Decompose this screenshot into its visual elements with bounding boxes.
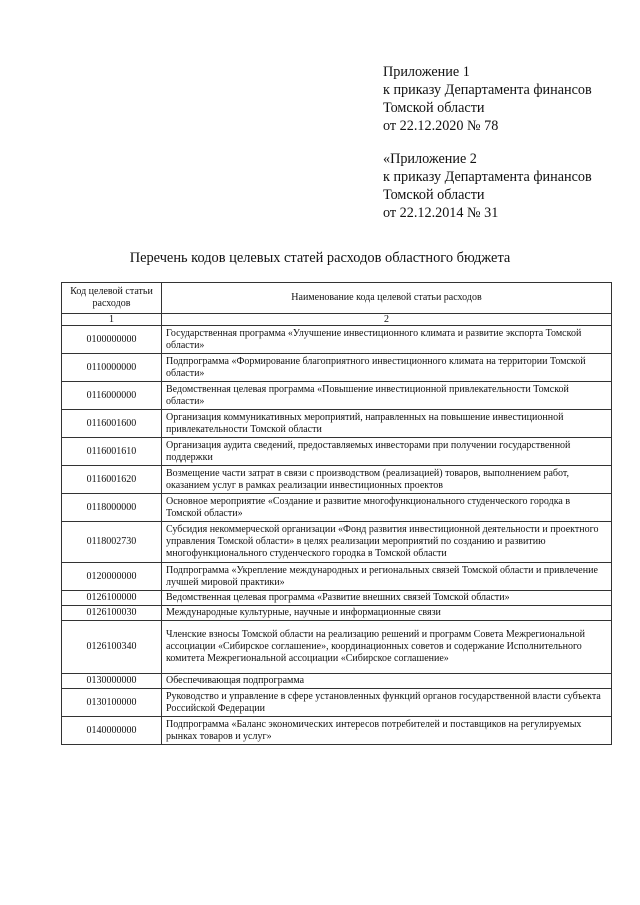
annex-1-line: к приказу Департамента финансов xyxy=(383,82,592,98)
row-code: 0130000000 xyxy=(62,674,162,689)
table-row xyxy=(62,382,612,410)
header-code: Код целевой статьи расходов xyxy=(62,283,162,314)
table-row xyxy=(62,466,612,494)
row-code: 0100000000 xyxy=(62,326,162,354)
target-codes-table xyxy=(61,282,612,745)
annex-2-line: к приказу Департамента финансов xyxy=(383,169,592,185)
row-name: Государственная программа «Улучшение инвестиционного климата и развитие экспорта Томской области» xyxy=(162,326,612,354)
row-name: Обеспечивающая подпрограмма xyxy=(162,674,612,689)
row-name: Организация коммуникативных мероприятий, направленных на повышение инвестиционной привлекательности Томской области xyxy=(162,410,612,438)
table-row xyxy=(62,410,612,438)
table-row xyxy=(62,621,612,674)
table-row xyxy=(62,438,612,466)
table-row xyxy=(62,354,612,382)
row-name: Субсидия некоммерческой организации «Фонд развития инвестиционной деятельности и проектного управления Томской области» в целях реализации мероприятий по созданию и развитию многофункционального студенческого городка в Томской области xyxy=(162,522,612,563)
row-name: Ведомственная целевая программа «Повышение инвестиционной привлекательности Томской области» xyxy=(162,382,612,410)
row-name: Руководство и управление в сфере установленных функций органов государственной власти субъекта Российской Федерации xyxy=(162,689,612,717)
row-name: Организация аудита сведений, предоставляемых инвесторами при получении государственной поддержки xyxy=(162,438,612,466)
row-code: 0126100000 xyxy=(62,591,162,606)
annex-1-line: Томской области xyxy=(383,100,485,116)
row-code: 0116001620 xyxy=(62,466,162,494)
annex-2-line: от 22.12.2014 № 31 xyxy=(383,205,499,221)
row-code: 0118000000 xyxy=(62,494,162,522)
column-number: 1 xyxy=(62,314,162,326)
row-code: 0130100000 xyxy=(62,689,162,717)
table-row xyxy=(62,563,612,591)
table-row xyxy=(62,606,612,621)
table-row xyxy=(62,326,612,354)
row-code: 0126100340 xyxy=(62,621,162,674)
annex-2-header xyxy=(383,150,623,222)
row-code: 0120000000 xyxy=(62,563,162,591)
table-row xyxy=(62,522,612,563)
annex-2-line: Томской области xyxy=(383,187,485,203)
table-row xyxy=(62,717,612,745)
row-code: 0126100030 xyxy=(62,606,162,621)
row-code: 0110000000 xyxy=(62,354,162,382)
row-code: 0118002730 xyxy=(62,522,162,563)
row-name: Возмещение части затрат в связи с производством (реализацией) товаров, выполнением работ, оказанием услуг в рамках реализации инвестиционных проектов xyxy=(162,466,612,494)
row-name: Международные культурные, научные и информационные связи xyxy=(162,606,612,621)
row-name: Подпрограмма «Баланс экономических интересов потребителей и поставщиков на регулируемых рынках товаров и услуг» xyxy=(162,717,612,745)
row-code: 0140000000 xyxy=(62,717,162,745)
annex-1-line: Приложение 1 xyxy=(383,64,470,80)
row-name: Членские взносы Томской области на реализацию решений и программ Совета Межрегиональной ассоциации «Сибирское соглашение», координационных советов и содержание Исполнительного комитета Межрегиональной ассоциации «Сибирское соглашение» xyxy=(162,621,612,674)
row-code: 0116001610 xyxy=(62,438,162,466)
row-name: Подпрограмма «Укрепление международных и региональных связей Томской области и привлечение лучшей мировой практики» xyxy=(162,563,612,591)
row-code: 0116001600 xyxy=(62,410,162,438)
header-name: Наименование кода целевой статьи расходов xyxy=(162,283,612,314)
column-number-row xyxy=(62,314,612,326)
row-name: Подпрограмма «Формирование благоприятного инвестиционного климата на территории Томской области» xyxy=(162,354,612,382)
table-header-row xyxy=(62,283,612,314)
row-name: Основное мероприятие «Создание и развитие многофункционального студенческого городка в Томской области» xyxy=(162,494,612,522)
column-number: 2 xyxy=(162,314,612,326)
table-row xyxy=(62,591,612,606)
row-name: Ведомственная целевая программа «Развитие внешних связей Томской области» xyxy=(162,591,612,606)
table-row xyxy=(62,494,612,522)
annex-2-line: «Приложение 2 xyxy=(383,151,477,167)
table-row xyxy=(62,689,612,717)
row-code: 0116000000 xyxy=(62,382,162,410)
document-title: Перечень кодов целевых статей расходов областного бюджета xyxy=(129,250,511,266)
annex-1-header xyxy=(383,63,623,135)
annex-1-line: от 22.12.2020 № 78 xyxy=(383,118,499,134)
table-row xyxy=(62,674,612,689)
